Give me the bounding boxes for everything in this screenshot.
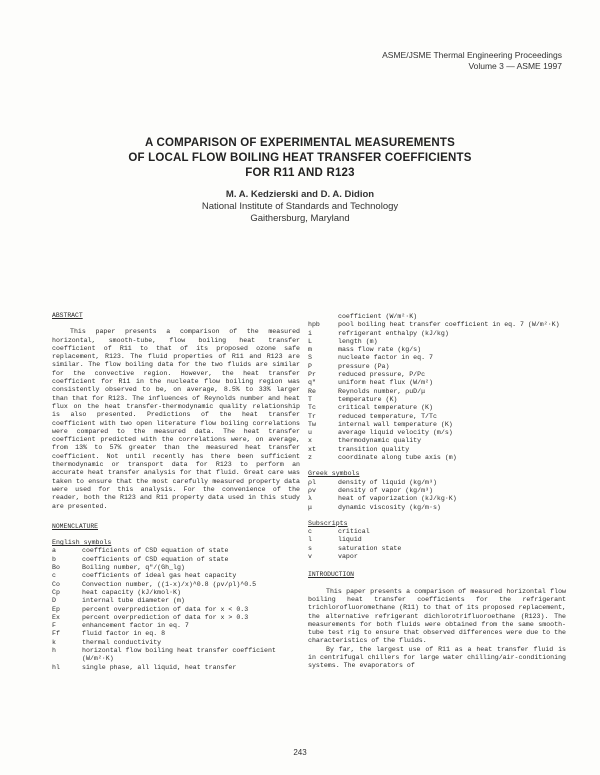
subscripts-heading: Subscripts <box>308 519 348 527</box>
nomenclature-cont-symbol: Tc <box>308 404 316 412</box>
nomenclature-cont-symbol: u <box>308 429 312 437</box>
subscript-symbol: s <box>308 544 312 552</box>
nomenclature-symbol: Co <box>52 580 60 588</box>
nomenclature-definition: Convection number, ((1-x)/x)^0.8 (ρv/ρl)^0.5 <box>82 580 257 588</box>
nomenclature-cont-symbol: xt <box>308 445 316 453</box>
nomenclature-cont-definition: critical temperature (K) <box>338 404 433 412</box>
introduction-heading: INTRODUCTION <box>308 571 355 579</box>
nomenclature-cont-definition: temperature (K) <box>338 395 398 403</box>
greek-symbol-definition: density of vapor (kg/m³) <box>338 486 433 494</box>
nomenclature-cont-symbol: Tr <box>308 412 316 420</box>
author-block <box>0 189 600 225</box>
nomenclature-cont-definition: reduced temperature, T/Tc <box>338 412 437 420</box>
nomenclature-cont-symbol: i <box>308 329 312 337</box>
greek-symbols-list <box>308 479 566 512</box>
nomenclature-cont-row <box>308 371 566 379</box>
proceedings-header <box>382 50 562 72</box>
greek-symbol-definition: heat of vaporization (kJ/kg·K) <box>338 495 457 503</box>
nomenclature-cont-definition: nucleate factor in eq. 7 <box>338 354 433 362</box>
greek-symbol-symbol: ρl <box>308 478 316 486</box>
nomenclature-definition: coefficients of CSD equation of state <box>82 555 229 563</box>
nomenclature-cont-symbol: P <box>308 362 312 370</box>
nomenclature-continued-list <box>308 313 566 462</box>
nomenclature-cont-row <box>308 454 566 462</box>
nomenclature-cont-definition: transition quality <box>338 445 410 453</box>
nomenclature-cont-symbol: z <box>308 454 312 462</box>
nomenclature-cont-symbol: Pr <box>308 371 316 379</box>
nomenclature-row <box>52 639 300 647</box>
nomenclature-cont-symbol: L <box>308 337 312 345</box>
greek-symbol-definition: density of liquid (kg/m³) <box>338 478 437 486</box>
greek-symbol-row <box>308 487 566 495</box>
subscript-row <box>308 536 566 544</box>
nomenclature-cont-definition: internal wall temperature (K) <box>338 420 453 428</box>
nomenclature-cont-row <box>308 404 566 412</box>
nomenclature-symbol: Ex <box>52 613 60 621</box>
subscript-symbol: v <box>308 553 312 561</box>
nomenclature-cont-definition: coordinate along tube axis (m) <box>338 454 457 462</box>
nomenclature-symbol: c <box>52 572 56 580</box>
greek-symbols-heading: Greek symbols <box>308 470 360 478</box>
nomenclature-cont-definition: pressure (Pa) <box>338 362 390 370</box>
introduction-paragraph-2: By far, the largest use of R11 as a heat transfer fluid is in centrifugal chillers for large water chilling/air-conditioning systems. The evaporators of <box>308 645 566 670</box>
nomenclature-cont-definition: refrigerant enthalpy (kJ/kg) <box>338 329 449 337</box>
nomenclature-row <box>52 614 300 622</box>
nomenclature-definition: percent overprediction of data for x < 0.3 <box>82 605 249 613</box>
subscript-row <box>308 545 566 553</box>
nomenclature-cont-row <box>308 437 566 445</box>
nomenclature-cont-definition: mass flow rate (kg/s) <box>338 346 422 354</box>
nomenclature-row <box>52 622 300 630</box>
nomenclature-symbol: Bo <box>52 564 60 572</box>
nomenclature-cont-row <box>308 321 566 329</box>
header-line-2: Volume 3 — ASME 1997 <box>468 61 562 71</box>
nomenclature-cont-row <box>308 413 566 421</box>
title-line-1: A COMPARISON OF EXPERIMENTAL MEASUREMENTS <box>145 137 455 149</box>
nomenclature-row <box>52 589 300 597</box>
nomenclature-cont-row <box>308 330 566 338</box>
nomenclature-cont-definition: average liquid velocity (m/s) <box>338 429 453 437</box>
subscript-symbol: l <box>308 536 312 544</box>
subscript-symbol: c <box>308 528 312 536</box>
nomenclature-cont-row <box>308 429 566 437</box>
greek-symbol-row <box>308 504 566 512</box>
nomenclature-cont-definition: pool boiling heat transfer coefficient in eq. 7 (W/m²·K) <box>338 321 560 329</box>
nomenclature-symbol: Ep <box>52 605 60 613</box>
nomenclature-row <box>52 564 300 572</box>
nomenclature-cont-row <box>308 313 566 321</box>
nomenclature-cont-definition: thermodynamic quality <box>338 437 422 445</box>
subscript-row <box>308 528 566 536</box>
nomenclature-definition: percent overprediction of data for x > 0.3 <box>82 613 249 621</box>
nomenclature-row <box>52 597 300 605</box>
nomenclature-list <box>52 547 300 671</box>
nomenclature-cont-definition: length (m) <box>338 337 378 345</box>
author-location: Gaithersburg, Maryland <box>250 213 350 224</box>
nomenclature-cont-definition: Reynolds number, ρuD/μ <box>338 387 426 395</box>
nomenclature-symbol: D <box>52 597 56 605</box>
nomenclature-symbol: Cp <box>52 588 60 596</box>
nomenclature-row <box>52 647 300 664</box>
paper-title <box>0 136 600 181</box>
nomenclature-symbol: hl <box>52 663 60 671</box>
nomenclature-cont-symbol: hpb <box>308 321 320 329</box>
greek-symbol-row <box>308 479 566 487</box>
nomenclature-cont-symbol <box>308 313 338 321</box>
greek-symbol-definition: dynamic viscosity (kg/m·s) <box>338 503 441 511</box>
header-line-1: ASME/JSME Thermal Engineering Proceedings <box>382 50 562 60</box>
nomenclature-cont-row <box>308 338 566 346</box>
nomenclature-definition: horizontal flow boiling heat transfer coefficient (W/m²·K) <box>82 646 276 663</box>
subscripts-list <box>308 528 566 561</box>
left-column <box>52 312 300 672</box>
nomenclature-symbol: a <box>52 547 56 555</box>
nomenclature-heading: NOMENCLATURE <box>52 522 99 530</box>
page-number: 243 <box>293 748 307 757</box>
nomenclature-cont-symbol: S <box>308 354 312 362</box>
nomenclature-definition: coefficients of CSD equation of state <box>82 547 229 555</box>
nomenclature-cont-row <box>308 388 566 396</box>
nomenclature-cont-symbol: x <box>308 437 312 445</box>
nomenclature-row <box>52 630 300 638</box>
nomenclature-cont-row <box>308 396 566 404</box>
right-column <box>308 313 566 671</box>
author-affiliation: National Institute of Standards and Technology <box>201 201 399 212</box>
abstract-heading: ABSTRACT <box>52 312 83 319</box>
title-line-3: FOR R11 AND R123 <box>245 167 355 179</box>
nomenclature-row <box>52 556 300 564</box>
greek-symbol-symbol: μ <box>308 503 312 511</box>
title-line-2: OF LOCAL FLOW BOILING HEAT TRANSFER COEFFICIENTS <box>128 152 472 164</box>
subscript-definition: saturation state <box>338 544 402 552</box>
nomenclature-definition: fluid factor in eq. 8 <box>82 630 166 638</box>
greek-symbol-symbol: λ <box>308 495 312 503</box>
nomenclature-cont-row <box>308 354 566 362</box>
nomenclature-definition: internal tube diameter (m) <box>82 597 185 605</box>
nomenclature-symbol: b <box>52 555 56 563</box>
nomenclature-cont-symbol: Re <box>308 387 316 395</box>
nomenclature-cont-row <box>308 379 566 387</box>
subscript-definition: critical <box>338 528 370 536</box>
nomenclature-definition: coefficients of ideal gas heat capacity <box>82 572 237 580</box>
nomenclature-cont-row <box>308 421 566 429</box>
nomenclature-definition: thermal conductivity <box>82 638 162 646</box>
english-symbols-heading: English symbols <box>52 539 112 547</box>
nomenclature-symbol: h <box>52 646 56 654</box>
nomenclature-row <box>52 664 300 672</box>
nomenclature-row <box>52 547 300 555</box>
nomenclature-cont-row <box>308 346 566 354</box>
nomenclature-definition: Boiling number, q"/(Gh_lg) <box>82 564 185 572</box>
nomenclature-cont-definition: uniform heat flux (W/m²) <box>338 379 433 387</box>
abstract-text: This paper presents a comparison of the measured horizontal, smooth-tube, flow boiling heat transfer coefficient of R11 to that of its proposed ozone safe replacement, R123. The fluid properties of R11 and R123 are similar. The flow boiling data for the two fluids are similar for the convective region. However, the heat transfer coefficient for R11 in the nucleate flow boiling region was consistently observed to be, on average, 8.5% to 33% larger than that for R123. The influences of Reynolds number and heat flux on the heat transfer-thermodynamic quality relationship is also presented. Predictions of the heat transfer coefficient with two open literature flow boiling correlations were compared to the measured data. The heat transfer coefficient predicted with the correlations were, on average, from 13% to 57% greater than the measured heat transfer coefficient. Not until recently has there been sufficient thermodynamic or transport data for R123 to perform an accurate heat transfer analysis for that fluid. Great care was taken to ensure that the most carefully measured property data were used for this analysis. For the convenience of the reader, both the R123 and R11 property data used in this study are presented. <box>52 328 300 510</box>
nomenclature-cont-row <box>308 363 566 371</box>
introduction-paragraph-1: This paper presents a comparison of measured horizontal flow boiling heat transfer coefficients for the refrigerant trichlorofluoromethane (R11) to that of its proposed replacement, the alternative refrigerant dichlorotrifluoroethane (R123). The measurements for both fluids were obtained from the same smooth-tube test rig to ensure that observed differences were due to the characteristics of the fluids. <box>308 587 566 645</box>
greek-symbol-symbol: ρv <box>308 486 316 494</box>
nomenclature-symbol: Ff <box>52 630 60 638</box>
nomenclature-cont-symbol: q" <box>308 379 316 387</box>
greek-symbol-row <box>308 495 566 503</box>
nomenclature-row <box>52 581 300 589</box>
nomenclature-symbol: k <box>52 638 56 646</box>
author-names: M. A. Kedzierski and D. A. Didion <box>225 189 375 200</box>
nomenclature-definition: enhancement factor in eq. 7 <box>82 622 189 630</box>
nomenclature-definition: heat capacity (kJ/kmol·K) <box>82 588 181 596</box>
nomenclature-cont-row <box>308 446 566 454</box>
nomenclature-symbol: F <box>52 622 56 630</box>
nomenclature-cont-definition: coefficient (W/m²·K) <box>338 313 418 320</box>
nomenclature-cont-definition: reduced pressure, P/Pc <box>338 371 426 379</box>
subscript-definition: vapor <box>338 553 358 561</box>
nomenclature-definition: single phase, all liquid, heat transfer <box>82 663 237 671</box>
subscript-row <box>308 553 566 561</box>
nomenclature-row <box>52 606 300 614</box>
subscript-definition: liquid <box>338 536 362 544</box>
nomenclature-cont-symbol: m <box>308 346 312 354</box>
nomenclature-row <box>52 572 300 580</box>
nomenclature-cont-symbol: T <box>308 395 312 403</box>
nomenclature-cont-symbol: Tw <box>308 420 316 428</box>
